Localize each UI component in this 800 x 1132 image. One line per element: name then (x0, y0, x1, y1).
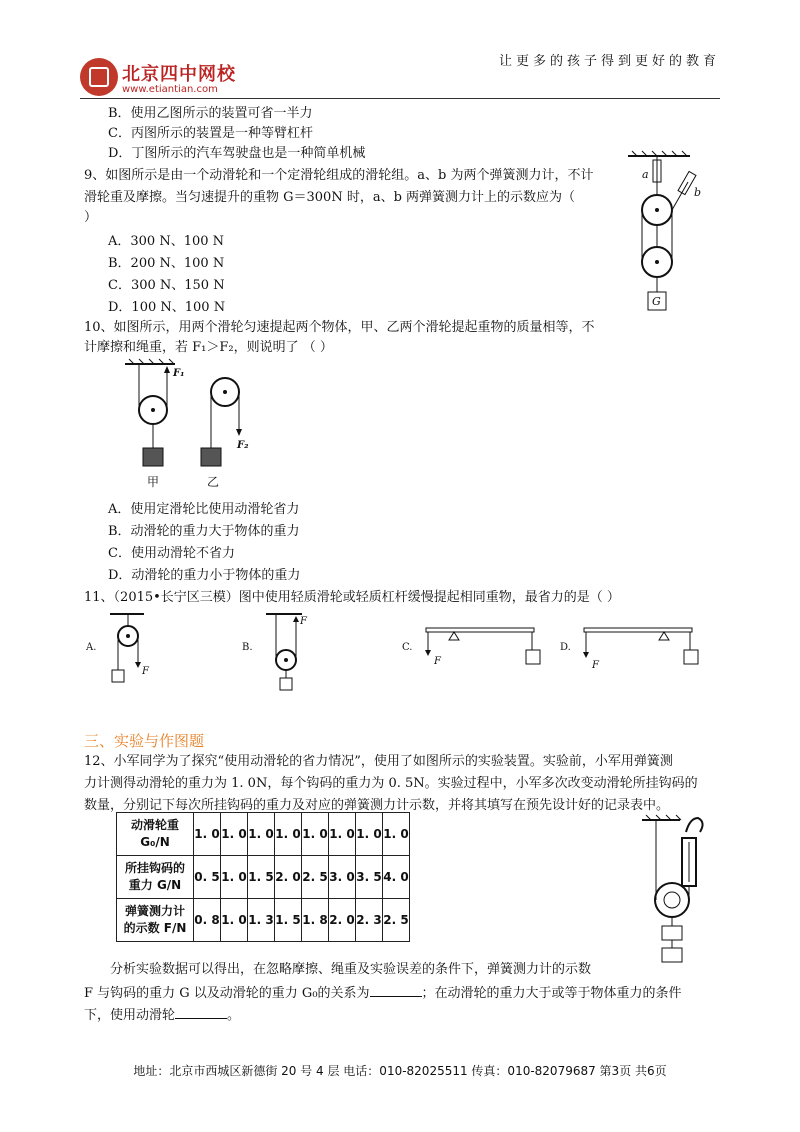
q9-label-a: a (642, 168, 649, 181)
q9-option-c: C．300 N、150 N (108, 278, 225, 293)
row-header-line-2: G₀/N (140, 835, 170, 849)
q8-option-c: C．丙图所示的装置是一种等臂杠杆 (108, 126, 313, 141)
q10-label-jia: 甲 (147, 475, 160, 489)
table-cell: 0. 5 (194, 856, 221, 899)
q10-option-b: B．动滑轮的重力大于物体的重力 (108, 524, 300, 539)
section-title: 三、实验与作图题 (84, 732, 205, 750)
q12-text-2: 力计测得动滑轮的重力为 1. 0N，每个钩码的重力为 0. 5N。实验过程中，小军多次改变动滑轮所挂钩码的 (84, 776, 698, 791)
q10-text-1: 10、如图所示，用两个滑轮匀速提起两个物体，甲、乙两个滑轮提起重物的质量相等，不 (84, 320, 595, 335)
q9-text-1: 9、如图所示是由一个动滑轮和一个定滑轮组成的滑轮组。a、b 为两个弹簧测力计，不计 (84, 168, 594, 183)
table-cell: 3. 5 (356, 856, 383, 899)
table-cell: 3. 0 (329, 856, 356, 899)
q10-text-2: 计摩擦和绳重，若 F₁＞F₂，则说明了 （ ） (84, 340, 333, 355)
answer-blank-2[interactable] (175, 1004, 227, 1019)
table-row-header (117, 813, 194, 856)
q12-analysis-3 (84, 1004, 240, 1026)
table-row-header (117, 856, 194, 899)
logo-text: 北京四中网校 (122, 64, 236, 85)
q10-label-f2: F₂ (237, 440, 249, 451)
q9-option-a: A．300 N、100 N (108, 234, 225, 249)
q12-analysis-2b: ；在动滑轮的重力大于或等于物体重力的条件 (421, 986, 682, 1001)
q12-apparatus-figure (630, 812, 720, 972)
q10-option-a: A．使用定滑轮比使用动滑轮省力 (108, 502, 300, 517)
q11-label-fd: F (592, 660, 599, 671)
q9-text-3: ） (84, 210, 98, 225)
logo-url: www.etiantian.com (122, 84, 218, 95)
q11-label-fa: F (142, 666, 149, 677)
q11-text: 11、（2015•长宁区三模）图中使用轻质滑轮或轻质杠杆缓慢提起相同重物，最省力的是（ ） (84, 590, 620, 605)
row-header-line-1: 弹簧测力计 (124, 904, 185, 918)
q10-label-yi: 乙 (207, 475, 220, 489)
table-cell: 1. 5 (248, 856, 275, 899)
q9-label-b: b (694, 186, 702, 199)
q11-figures (84, 608, 724, 698)
table-cell: 0. 8 (194, 899, 221, 942)
q11-label-d: D. (560, 642, 571, 653)
table-cell: 1. 0 (275, 813, 302, 856)
table-row-header (117, 899, 194, 942)
q11-label-b: B. (242, 642, 253, 653)
table-row (117, 899, 410, 942)
answer-blank-1[interactable] (370, 982, 422, 997)
q9-text-2: 滑轮重及摩擦。当匀速提升的重物 G＝300N 时，a、b 两弹簧测力计上的示数应为（ (84, 190, 576, 205)
table-cell: 1. 0 (329, 813, 356, 856)
page-footer: 地址：北京市西城区新德街 20 号 4 层 电话：010-82025511 传真：010-82079687 第3页 共6页 (133, 1064, 667, 1078)
q9-label-g: G (652, 295, 661, 308)
q10-label-f1: F₁ (173, 368, 185, 379)
q10-option-c: C．使用动滑轮不省力 (108, 546, 235, 561)
q12-analysis-1: 分析实验数据可以得出，在忽略摩擦、绳重及实验误差的条件下，弹簧测力计的示数 (110, 962, 592, 977)
q9-option-d: D．100 N、100 N (108, 300, 226, 315)
q9-option-b: B．200 N、100 N (108, 256, 225, 271)
school-logo-icon (80, 58, 118, 96)
header-divider (80, 98, 720, 99)
q11-label-c: C. (402, 642, 413, 653)
q12-data-table (116, 812, 410, 942)
header-slogan: 让更多的孩子得到更好的教育 (498, 54, 720, 69)
q12-analysis-3a: 下，使用动滑轮 (84, 1008, 176, 1023)
table-cell: 1. 0 (248, 813, 275, 856)
q8-option-d: D．丁图所示的汽车驾驶盘也是一种简单机械 (108, 146, 366, 161)
row-header-line-2: 的示数 F/N (123, 921, 187, 935)
table-row (117, 813, 410, 856)
table-cell: 1. 5 (275, 899, 302, 942)
table-cell: 1. 8 (302, 899, 329, 942)
q10-pulley-figure (125, 358, 265, 498)
table-cell: 2. 0 (329, 899, 356, 942)
table-cell: 1. 0 (221, 899, 248, 942)
table-cell: 1. 3 (248, 899, 275, 942)
table-cell: 2. 5 (383, 899, 410, 942)
q12-analysis-2 (84, 982, 682, 1004)
table-cell: 2. 5 (302, 856, 329, 899)
table-cell: 1. 0 (356, 813, 383, 856)
row-header-line-1: 动滑轮重 (130, 818, 179, 832)
q8-option-b: B．使用乙图所示的装置可省一半力 (108, 106, 313, 121)
table-cell: 4. 0 (383, 856, 410, 899)
q11-label-a: A. (86, 642, 97, 653)
q12-text-3: 数量，分别记下每次所挂钩码的重力及对应的弹簧测力计示数，并将其填写在预先设计好的记录表中。 (84, 798, 670, 813)
q12-analysis-3b: 。 (227, 1008, 241, 1023)
table-cell: 1. 0 (194, 813, 221, 856)
q11-label-fb: F (300, 616, 307, 627)
row-header-line-1: 所挂钩码的 (124, 861, 185, 875)
q10-option-d: D．动滑轮的重力小于物体的重力 (108, 568, 301, 583)
row-header-line-2: 重力 G/N (128, 878, 182, 892)
table-cell: 2. 0 (275, 856, 302, 899)
table-cell: 1. 0 (383, 813, 410, 856)
q11-label-fc: F (434, 656, 441, 667)
table-cell: 1. 0 (302, 813, 329, 856)
q12-analysis-2a: F 与钩码的重力 G 以及动滑轮的重力 G₀的关系为 (84, 986, 370, 1001)
table-row (117, 856, 410, 899)
table-cell: 2. 3 (356, 899, 383, 942)
table-cell: 1. 0 (221, 813, 248, 856)
q9-pulley-figure (620, 150, 710, 320)
table-cell: 1. 0 (221, 856, 248, 899)
q12-text-1: 12、小军同学为了探究“使用动滑轮的省力情况”，使用了如图所示的实验装置。实验前，小军用弹簧测 (84, 754, 673, 769)
